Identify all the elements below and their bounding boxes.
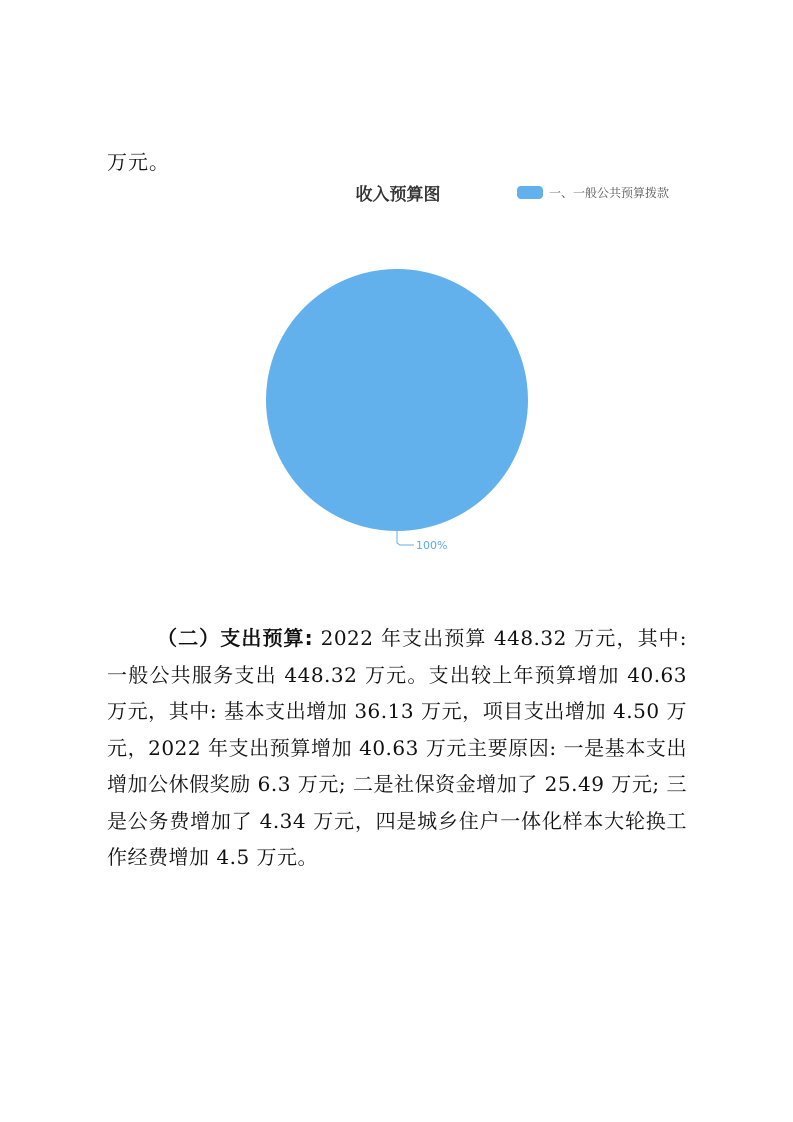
pie-chart-svg (240, 175, 700, 565)
data-label-100-percent: 100% (416, 539, 448, 552)
expenditure-budget-paragraph (107, 620, 687, 876)
income-budget-chart (240, 175, 700, 565)
chart-title: 收入预算图 (355, 185, 441, 205)
section-heading: （二）支出预算: (157, 626, 314, 650)
legend-label[interactable]: 一、一般公共预算拨款 (549, 186, 670, 200)
legend-swatch[interactable] (517, 186, 543, 199)
data-label-leader-line (397, 531, 414, 545)
section-body: 2022 年支出预算 448.32 万元，其中: 一般公共服务支出 448.32 万元。支出较上年预算增加 40.63 万元，其中: 基本支出增加 36.13 万元，项目支出增加 4.50 万元，2022 年支出预算增加 40.63 万元主要原因: 一是基本支出增加公休假奖励 6.3 万元; 二是社保资金增加了 25.49 万元; 三是公务费增加了 4.34 万元，四是城乡住户一体化样本大轮换工作经费增加 4.5 万元。 (107, 626, 688, 869)
previous-paragraph-tail: 万元。 (107, 150, 170, 174)
pie-slices (266, 269, 528, 531)
pie-slice[interactable] (266, 269, 528, 531)
